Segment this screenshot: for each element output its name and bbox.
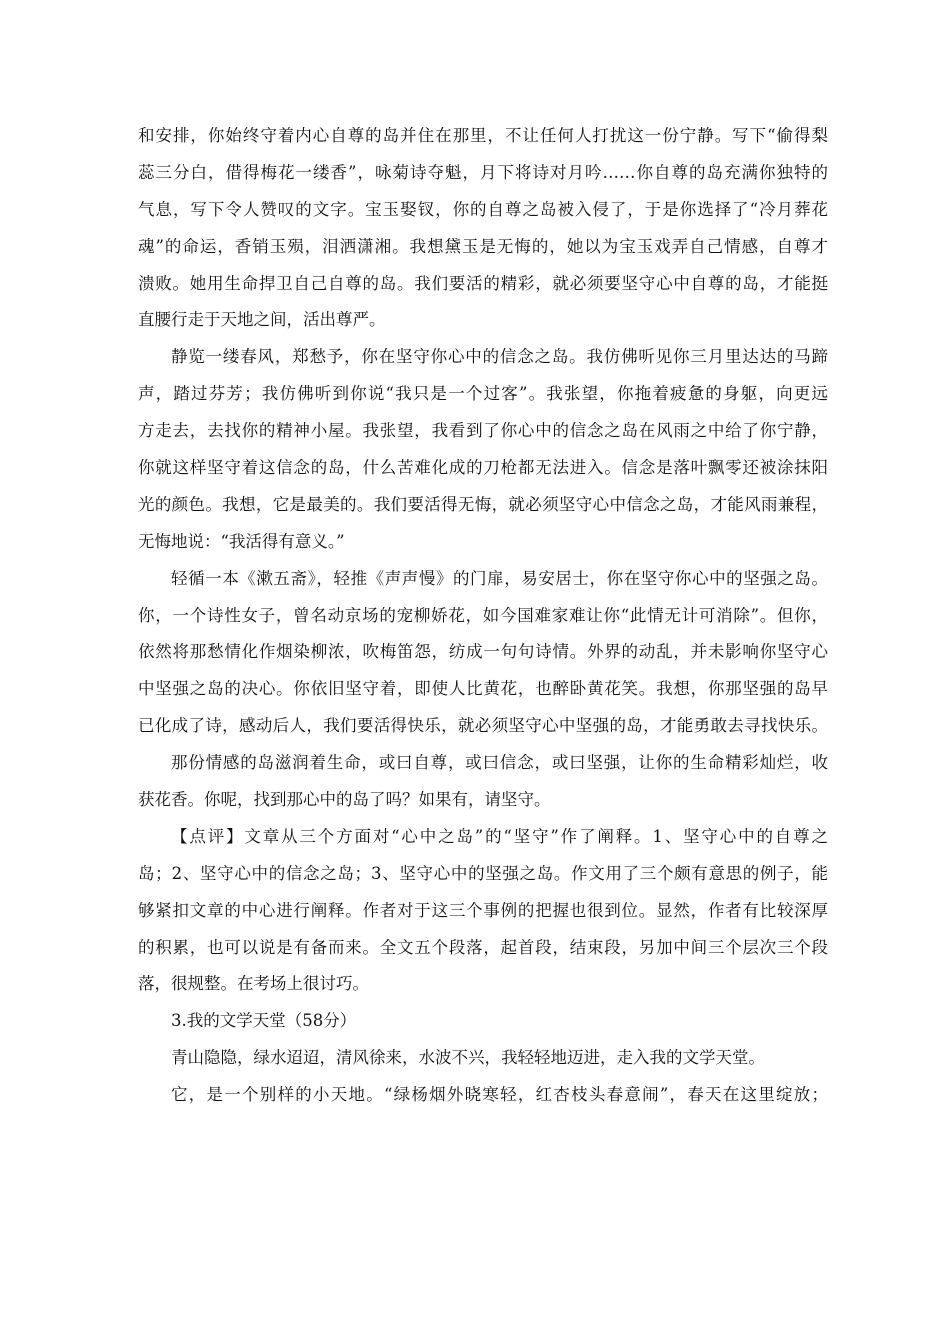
text-line: 蕊三分白，借得梅花一缕香”，咏菊诗夺魁，月下将诗对月吟……你自尊的岛充满你独特的 <box>138 162 828 182</box>
text-line: 的积累，也可以说是有备而来。全文五个段落，起首段，结束段，另加中间三个层次三个段 <box>138 937 828 957</box>
text-line: 声，踏过芬芳；我仿佛听到你说“我只是一个过客”。我张望，你拖着疲惫的身躯，向更远 <box>138 384 828 404</box>
text-line: 3.我的文学天堂（58分） <box>171 1011 357 1031</box>
text-line: 和安排，你始终守着内心自尊的岛并住在那里，不让任何人打扰这一份宁静。写下“偷得梨 <box>138 126 828 145</box>
text-line: 光的颜色。我想，它是最美的。我们要活得无悔，就必须坚守心中信念之岛，才能风雨兼程， <box>138 494 828 514</box>
text-line: 够紧扣文章的中心进行阐释。作者对于这三个事例的把握也很到位。显然，作者有比较深厚 <box>138 900 828 920</box>
text-line: 岛；2、坚守心中的信念之岛；3、坚守心中的坚强之岛。作文用了三个颇有意思的例子，能 <box>138 863 828 883</box>
text-line: 轻循一本《漱五斋》，轻推《声声慢》的门扉，易安居士，你在坚守你心中的坚强之岛。 <box>171 568 828 588</box>
document-body <box>138 118 828 1114</box>
text-line: 【点评】文章从三个方面对“心中之岛”的“坚守”作了阐释。1、坚守心中的自尊之 <box>171 826 828 846</box>
text-line: 青山隐隐，绿水迢迢，清风徐来，水波不兴，我轻轻地迈进，走入我的文学天堂。 <box>171 1048 765 1068</box>
text-line: 你就这样坚守着这信念的岛，什么苦难化成的刀枪都无法进入。信念是落叶飘零还被涂抹阳 <box>138 458 828 478</box>
text-line: 依然将那愁情化作烟染柳浓，吹梅笛怨，纺成一句句诗情。外界的动乱，并未影响你坚守心 <box>138 642 828 662</box>
text-line: 无悔地说：“我活得有意义。” <box>138 531 345 551</box>
text-line: 落，很规整。在考场上很讨巧。 <box>138 974 369 994</box>
text-line: 气息，写下令人赞叹的文字。宝玉娶钗，你的自尊之岛被入侵了，于是你选择了“冷月葬花 <box>138 199 828 219</box>
text-line: 你，一个诗性女子，曾名动京场的宠柳娇花，如今国难家难让你“此情无计可消除”。但你， <box>138 605 828 625</box>
text-line: 静览一缕春风，郑愁予，你在坚守你心中的信念之岛。我仿佛听见你三月里达达的马蹄 <box>171 347 828 367</box>
text-line: 溃败。她用生命捍卫自己自尊的岛。我们要活的精彩，就必须要坚守心中自尊的岛，才能挺 <box>138 273 828 293</box>
text-line: 已化成了诗，感动后人，我们要活得快乐，就必须坚守心中坚强的岛，才能勇敢去寻找快乐。 <box>138 716 828 736</box>
text-line: 中坚强之岛的决心。你依旧坚守着，即使人比黄花，也醉卧黄花笑。我想，你那坚强的岛早 <box>138 679 828 699</box>
text-line: 获花香。你呢，找到那心中的岛了吗？如果有，请坚守。 <box>138 790 551 810</box>
text-line: 直腰行走于天地之间，活出尊严。 <box>138 310 386 330</box>
text-line: 它，是一个别样的小天地。“绿杨烟外晓寒轻，红杏枝头春意闹”，春天在这里绽放； <box>171 1085 828 1105</box>
text-line: 方走去，去找你的精神小屋。我张望，我看到了你心中的信念之岛在风雨之中给了你宁静， <box>138 421 828 441</box>
text-line: 那份情感的岛滋润着生命，或曰自尊，或曰信念，或曰坚强，让你的生命精彩灿烂，收 <box>171 753 828 773</box>
text-line: 魂”的命运，香销玉殒，泪洒潇湘。我想黛玉是无悔的，她以为宝玉戏弄自己情感，自尊才 <box>138 236 828 256</box>
